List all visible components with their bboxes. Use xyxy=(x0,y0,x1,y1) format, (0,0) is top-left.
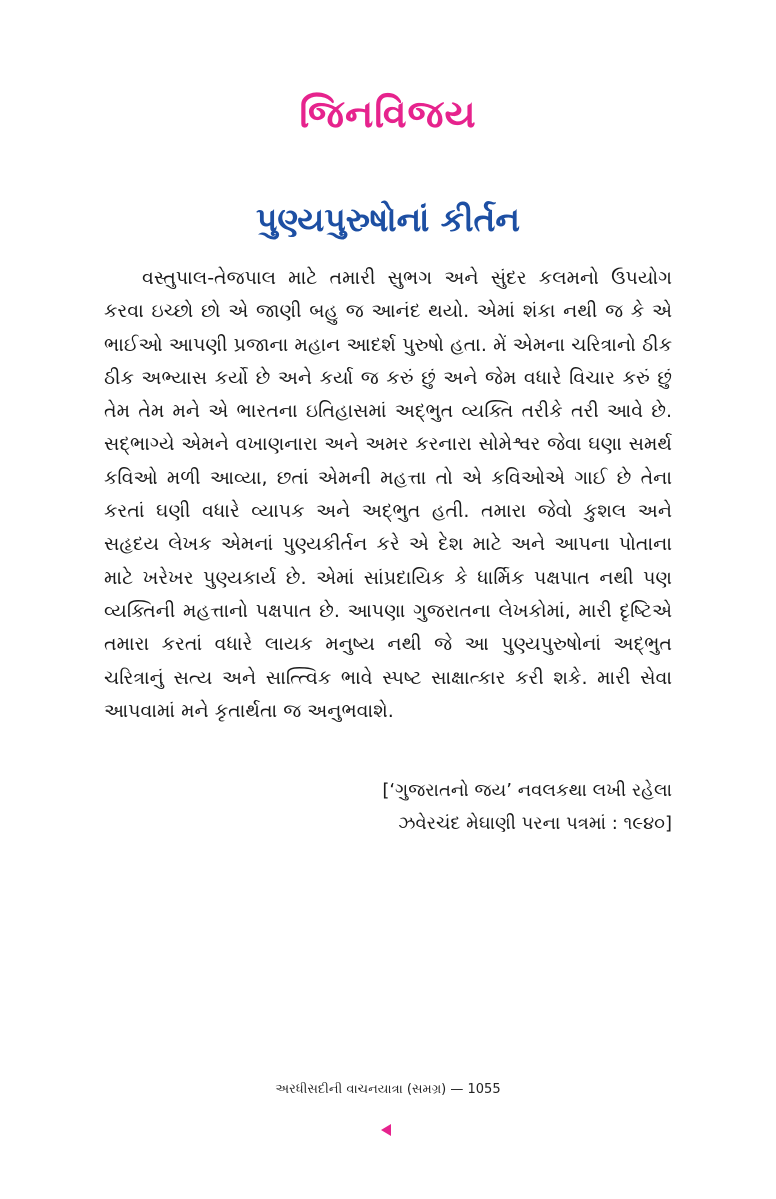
body-paragraph: વસ્તુપાલ-તેજપાલ માટે તમારી સુભગ અને સુંદર કલમનો ઉપયોગ કરવા ઇચ્છો છો એ જાણી બહુ જ આનંદ થયો. એમાં શંકા નથી જ કે એ ભાઈઓ આપણી પ્રજાના મહાન આદર્શ પુરુષો હતા. મેં એમના ચરિત્રાનો ઠીક ઠીક અભ્યાસ કર્યો છે અને કર્યા જ કરું છું અને જેમ વધારે વિચાર કરું છું તેમ તેમ મને એ ભારતના ઇતિહાસમાં અદ્ભુત વ્યક્તિ તરીકે તરી આવે છે. સદ્ભાગ્યે એમને વખાણનારા અને અમર કરનારા સોમેશ્વર જેવા ઘણા સમર્થ કવિઓ મળી આવ્યા, છતાં એમની મહત્તા તો એ કવિઓએ ગાઈ છે તેના કરતાં ઘણી વધારે વ્યાપક અને અદ્ભુત હતી. તમારા જેવો કુશલ અને સહૃદય લેખક એમનાં પુણ્યકીર્તન કરે એ દેશ માટે અને આપના પોતાના માટે ખરેખર પુણ્યકાર્ય છે. એમાં સાંપ્રદાયિક કે ધાર્મિક પક્ષપાત નથી પણ વ્યક્તિની મહત્તાનો પક્ષપાત છે. આપણા ગુજરાતના લેખકોમાં, મારી દૃષ્ટિએ તમારા કરતાં વધારે લાયક મનુષ્ય નથી જે આ પુણ્યપુરુષોનાં અદ્ભુત ચરિત્રાનું સત્ય અને સાત્ત્વિક ભાવે સ્પષ્ટ સાક્ષાત્કાર કરી શકે. મારી સેવા આપવામાં મને કૃતાર્થતા જ અનુભવાશે. xyxy=(104,267,672,722)
article-title: પુણ્યપુરુષોનાં કીર્તન xyxy=(255,200,520,239)
previous-page-arrow-icon[interactable] xyxy=(378,1122,394,1138)
citation-line-1: [‘ગુજરાતનો જય’ નવલકથા લખી રહેલા xyxy=(382,780,672,801)
citation xyxy=(300,774,672,840)
citation-line-2: ઝવેરચંદ મેઘાણી પરના પત્રમાં : ૧૯૪૦] xyxy=(398,813,672,834)
section-title: જિનવિજય xyxy=(299,92,477,136)
page-footer: અરધીસદીની વાચનયાત્રા (સમગ્ર) — 1055 xyxy=(275,1082,501,1097)
